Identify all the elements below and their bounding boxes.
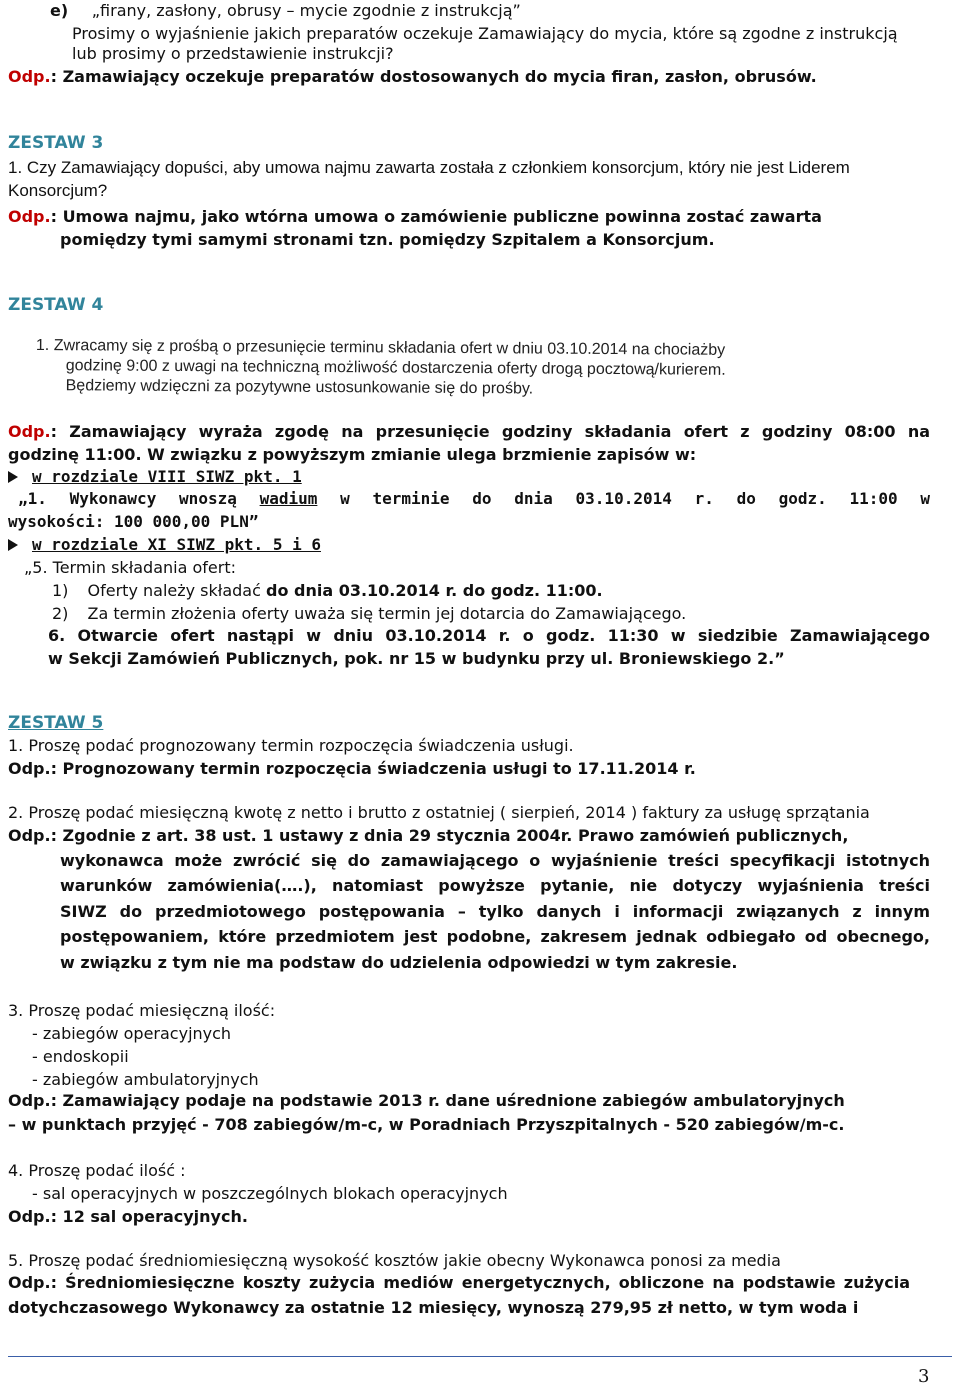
- item-e-title: „firany, zasłony, obrusy – mycie zgodnie z instrukcją”: [91, 1, 521, 20]
- question-line: 4. Proszę podać ilość :: [8, 1161, 186, 1180]
- quote-text: w terminie do dnia 03.10.2014 r. do godz. 11:00 w: [317, 489, 931, 508]
- answer-line: [8, 67, 817, 87]
- item-e-label: e): [50, 1, 69, 20]
- quote-line: wysokości: 100 000,00 PLN”: [8, 512, 259, 531]
- page-number: 3: [918, 1366, 930, 1387]
- list-number: 1): [52, 581, 69, 600]
- answer-line: Odp.: Zgodnie z art. 38 ust. 1 ustawy z dnia 29 stycznia 2004r. Prawo zamówień publicznych,: [8, 826, 849, 845]
- answer-line: postępowaniem, które przedmiotem jest podobne, zakresem jednak odbiegało od obecnego,: [60, 927, 930, 946]
- question-line: Konsorcjum?: [8, 181, 108, 200]
- answer-line: Odp.: Zamawiający podaje na podstawie 2013 r. dane uśrednione zabiegów ambulatoryjnych: [8, 1091, 845, 1110]
- answer-line: warunków zamówienia(….), natomiast powyższe pytanie, nie dotyczy wyjaśnienia treści: [60, 876, 930, 895]
- scan-line: 1. Zwracamy się z prośbą o przesunięcie terminu składania ofert w dniu 03.10.2014 na chociażby: [35, 336, 726, 359]
- answer-line: [8, 422, 930, 442]
- list-text: Za termin złożenia oferty uważa się termin jej dotarcia do Zamawiającego.: [87, 604, 687, 623]
- arrow-bullet-icon: [8, 471, 18, 483]
- question-line: lub prosimy o przedstawienie instrukcji?: [72, 44, 394, 63]
- question-line: Prosimy o wyjaśnienie jakich preparatów oczekuje Zamawiający do mycia, które są zgodne z instrukcją: [72, 24, 898, 43]
- answer-line: w związku z tym nie ma podstaw do udzielenia odpowiedzi w tym zakresie.: [60, 953, 738, 972]
- footer-divider: [8, 1356, 952, 1357]
- list-text-bold: do dnia 03.10.2014 r. do godz. 11:00.: [265, 581, 603, 600]
- question-line: 2. Proszę podać miesięczną kwotę z netto i brutto z ostatniej ( sierpień, 2014 ) faktury za usługę sprzątania: [8, 803, 870, 822]
- section-heading: ZESTAW 4: [8, 295, 104, 315]
- answer-line: dotychczasowego Wykonawcy za ostatnie 12 miesięcy, wynoszą 279,95 zł netto, w tym woda i: [8, 1298, 859, 1317]
- list-item: - zabiegów ambulatoryjnych: [32, 1070, 259, 1089]
- bullet-text: w rozdziale XI SIWZ pkt. 5 i 6: [32, 535, 321, 554]
- bullet-line: [8, 535, 321, 555]
- answer-line: Odp.: 12 sal operacyjnych.: [8, 1207, 248, 1226]
- bullet-line: [8, 467, 302, 487]
- answer-line: [8, 445, 696, 465]
- list-item: - endoskopii: [32, 1047, 129, 1066]
- answer-line: SIWZ do przedmiotowego postępowania – tylko danych i informacji związanych z innym: [60, 902, 930, 921]
- item-e-line: [50, 1, 521, 21]
- quote-line: [18, 489, 930, 509]
- quote-text: „1. Wykonawcy wnoszą: [18, 489, 260, 508]
- section-heading: ZESTAW 5: [8, 713, 104, 733]
- question-line: 3. Proszę podać miesięczną ilość:: [8, 1001, 276, 1020]
- answer-text: W związku z powyższym zmianie ulega brzmienie zapisów w:: [141, 445, 697, 464]
- answer-line: wykonawca może zwrócić się do zamawiającego o wyjaśnienie treści specyfikacji istotnych: [60, 851, 930, 870]
- quote-line: „5. Termin składania ofert:: [24, 558, 236, 577]
- list-item: - sal operacyjnych w poszczególnych blokach operacyjnych: [32, 1184, 508, 1203]
- quote-line: w Sekcji Zamówień Publicznych, pok. nr 15 w budynku przy ul. Broniewskiego 2.”: [48, 649, 785, 668]
- quote-text-underlined: wadium: [259, 489, 318, 508]
- arrow-bullet-icon: [8, 539, 18, 551]
- embedded-scan-text: [36, 336, 916, 402]
- question-line: 5. Proszę podać średniomiesięczną wysokość kosztów jakie obecny Wykonawca ponosi za media: [8, 1251, 781, 1270]
- list-item: [52, 604, 686, 624]
- answer-line: – w punktach przyjęć - 708 zabiegów/m-c, w Poradniach Przyszpitalnych - 520 zabiegów/m-c.: [8, 1115, 845, 1134]
- list-number: 2): [52, 604, 69, 623]
- list-text: Oferty należy składać: [87, 581, 266, 600]
- answer-prefix: Odp.: [8, 67, 51, 86]
- question-line: 1. Czy Zamawiający dopuści, aby umowa najmu zawarta została z członkiem konsorcjum, który nie jest Liderem: [8, 158, 850, 177]
- answer-text: godzinę 11:00.: [8, 445, 142, 464]
- section-heading: ZESTAW 3: [8, 133, 104, 153]
- answer-text: : Zamawiający wyraża zgodę na przesunięcie godziny składania ofert z godziny 08:00 na: [50, 422, 930, 441]
- answer-line: Odp.: Średniomiesięczne koszty zużycia mediów energetycznych, obliczone na podstawie zużycia: [8, 1273, 910, 1292]
- list-item: - zabiegów operacyjnych: [32, 1024, 232, 1043]
- answer-line: Odp.: Prognozowany termin rozpoczęcia świadczenia usługi to 17.11.2014 r.: [8, 759, 696, 778]
- quote-line: 6. Otwarcie ofert nastąpi w dniu 03.10.2014 r. o godz. 11:30 w siedzibie Zamawiającego: [48, 626, 930, 645]
- answer-prefix: Odp.: [8, 422, 51, 441]
- answer-text: : Umowa najmu, jako wtórna umowa o zamówienie publiczne powinna zostać zawarta: [50, 207, 822, 226]
- answer-line: pomiędzy tymi samymi stronami tzn. pomiędzy Szpitalem a Konsorcjum.: [60, 230, 715, 249]
- answer-text: : Zamawiający oczekuje preparatów dostosowanych do mycia firan, zasłon, obrusów.: [50, 67, 817, 86]
- answer-prefix: Odp.: [8, 207, 51, 226]
- bullet-text: w rozdziale VIII SIWZ pkt. 1: [32, 467, 302, 486]
- scan-line: godzinę 9:00 z uwagi na techniczną możliwość dostarczenia oferty drogą pocztową/kurierem.: [65, 357, 726, 379]
- scan-line: Będziemy wdzięczni za pozytywne ustosunkowanie się do prośby.: [65, 377, 534, 398]
- answer-line: [8, 207, 822, 227]
- question-line: 1. Proszę podać prognozowany termin rozpoczęcia świadczenia usługi.: [8, 736, 574, 755]
- list-item: [52, 581, 603, 601]
